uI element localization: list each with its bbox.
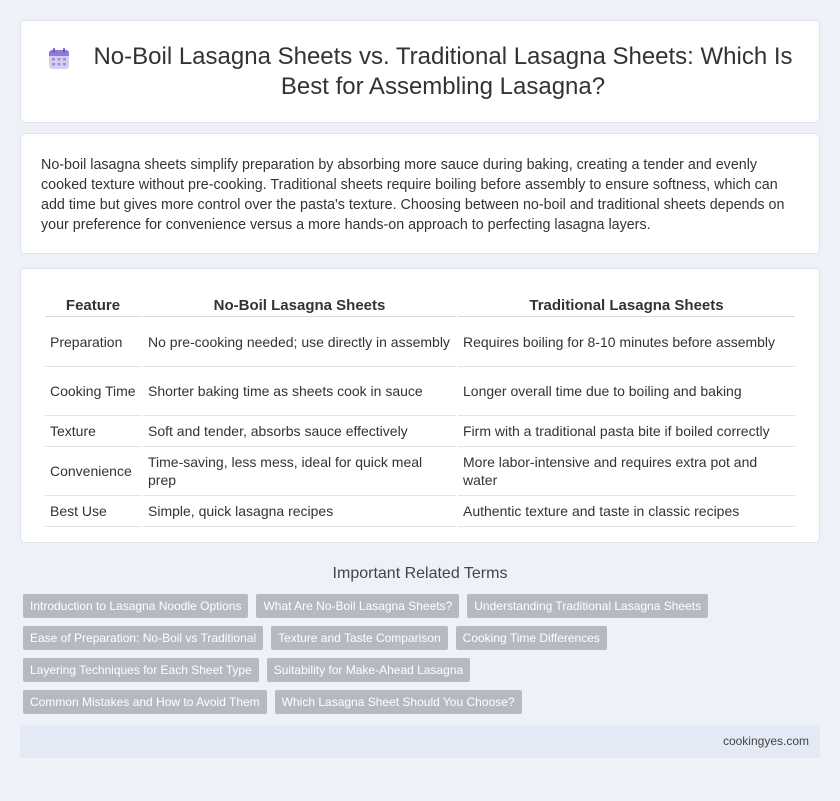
cell-no-boil: No pre-cooking needed; use directly in assembly [143,317,456,367]
header-feature: Feature [45,291,141,317]
cell-no-boil: Simple, quick lasagna recipes [143,496,456,527]
related-term-tag[interactable]: Suitability for Make-Ahead Lasagna [267,658,470,682]
table-row [45,317,795,367]
intro-paragraph: No-boil lasagna sheets simplify preparation by absorbing more sauce during baking, creating a tender and evenly cooked texture without pre-cooking. Traditional sheets require boiling before assembly to ensure softness, which can add time but gives more control over the pasta's texture. Choosing between no-boil and traditional sheets depends on your preference for convenience versus a more hands-on approach to perfecting lasagna layers. [41,157,785,233]
table-row [45,416,795,447]
related-term-tag[interactable]: Common Mistakes and How to Avoid Them [23,690,267,714]
cell-feature: Cooking Time [45,367,141,416]
table-row [45,496,795,527]
related-term-tag[interactable]: What Are No-Boil Lasagna Sheets? [256,594,459,618]
title-card [20,20,820,123]
related-term-tag[interactable]: Layering Techniques for Each Sheet Type [23,658,259,682]
intro-card [20,133,820,254]
related-term-tag[interactable]: Introduction to Lasagna Noodle Options [23,594,248,618]
footer [20,725,820,758]
title-wrap [47,42,793,102]
related-terms-title: Important Related Terms [332,565,508,582]
cell-no-boil: Time-saving, less mess, ideal for quick meal prep [143,447,456,496]
cell-feature: Preparation [45,317,141,367]
related-term-tag[interactable]: Ease of Preparation: No-Boil vs Traditional [23,626,263,650]
cell-traditional: Firm with a traditional pasta bite if boiled correctly [458,416,795,447]
related-term-tag[interactable]: Texture and Taste Comparison [271,626,448,650]
footer-site-link[interactable]: cookingyes.com [722,734,809,748]
comparison-table [43,291,797,527]
cell-feature: Best Use [45,496,141,527]
table-row [45,447,795,496]
cell-no-boil: Shorter baking time as sheets cook in sauce [143,367,456,416]
cell-feature: Convenience [45,447,141,496]
table-row [45,367,795,416]
comparison-card [20,268,820,543]
header-no-boil: No-Boil Lasagna Sheets [143,291,456,317]
cell-feature: Texture [45,416,141,447]
cell-traditional: More labor-intensive and requires extra pot and water [458,447,795,496]
related-term-tag[interactable]: Cooking Time Differences [456,626,607,650]
table-header-row [45,291,795,317]
cell-no-boil: Soft and tender, absorbs sauce effectively [143,416,456,447]
related-term-tag[interactable]: Understanding Traditional Lasagna Sheets [467,594,708,618]
related-terms-list [0,594,740,722]
cell-traditional: Longer overall time due to boiling and baking [458,367,795,416]
cell-traditional: Authentic texture and taste in classic recipes [458,496,795,527]
page-title: No-Boil Lasagna Sheets vs. Traditional Lasagna Sheets: Which Is Best for Assembling Lasagna? [93,42,793,100]
calendar-icon [47,47,71,71]
cell-traditional: Requires boiling for 8-10 minutes before assembly [458,317,795,367]
related-term-tag[interactable]: Which Lasagna Sheet Should You Choose? [275,690,522,714]
header-traditional: Traditional Lasagna Sheets [458,291,795,317]
